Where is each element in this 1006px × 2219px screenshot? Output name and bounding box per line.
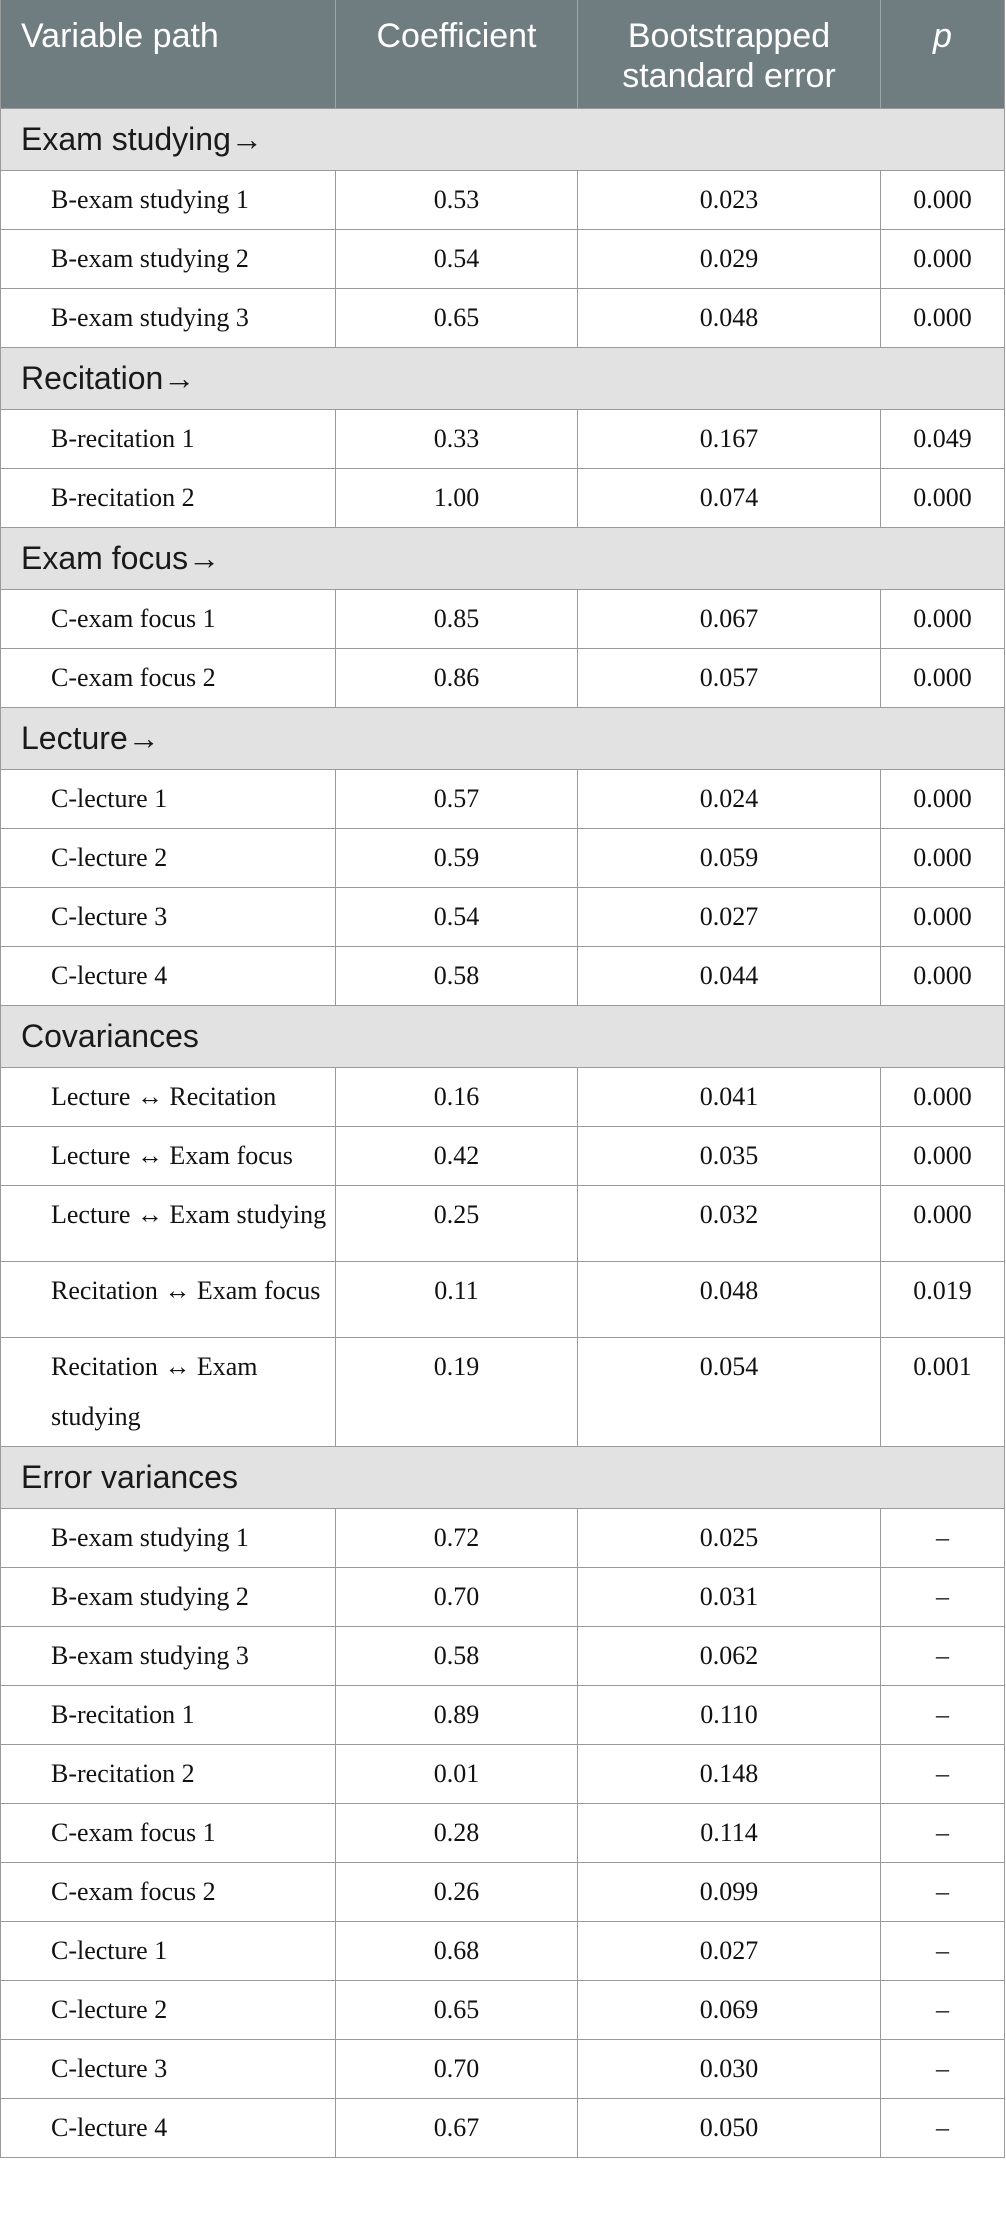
table-row bbox=[1, 469, 1005, 528]
p-value-cell: 0.000 bbox=[881, 171, 1005, 230]
standard-error-cell: 0.031 bbox=[578, 1568, 881, 1627]
table-row bbox=[1, 1509, 1005, 1568]
variable-path-cell: C-lecture 2 bbox=[1, 829, 336, 888]
p-value-cell: – bbox=[881, 1922, 1005, 1981]
section-title: Covariances bbox=[1, 1006, 1005, 1068]
standard-error-cell: 0.027 bbox=[578, 1922, 881, 1981]
variable-path-cell: C-exam focus 2 bbox=[1, 649, 336, 708]
table-row bbox=[1, 888, 1005, 947]
table-row bbox=[1, 1186, 1005, 1262]
coefficient-cell: 0.57 bbox=[336, 770, 578, 829]
coefficient-cell: 0.42 bbox=[336, 1127, 578, 1186]
variable-path-cell: C-lecture 4 bbox=[1, 2099, 336, 2158]
p-value-cell: 0.000 bbox=[881, 1127, 1005, 1186]
section-header-row bbox=[1, 708, 1005, 770]
variable-path-cell: B-recitation 1 bbox=[1, 410, 336, 469]
table-row bbox=[1, 171, 1005, 230]
p-value-cell: – bbox=[881, 1686, 1005, 1745]
coefficient-cell: 0.33 bbox=[336, 410, 578, 469]
section-title: Recitation→ bbox=[1, 348, 1005, 410]
coefficient-cell: 0.54 bbox=[336, 888, 578, 947]
section-title: Exam studying→ bbox=[1, 109, 1005, 171]
variable-path-cell: Recitation ↔ Exam studying bbox=[1, 1338, 336, 1447]
coefficient-cell: 0.26 bbox=[336, 1863, 578, 1922]
section-title: Exam focus→ bbox=[1, 528, 1005, 590]
table-row bbox=[1, 1127, 1005, 1186]
standard-error-cell: 0.044 bbox=[578, 947, 881, 1006]
section-title: Error variances bbox=[1, 1447, 1005, 1509]
p-value-cell: – bbox=[881, 1804, 1005, 1863]
standard-error-cell: 0.067 bbox=[578, 590, 881, 649]
coefficient-cell: 0.85 bbox=[336, 590, 578, 649]
p-value-cell: 0.000 bbox=[881, 649, 1005, 708]
table-row bbox=[1, 1981, 1005, 2040]
p-value-cell: 0.000 bbox=[881, 1068, 1005, 1127]
header-p-value: p bbox=[881, 0, 1005, 109]
table-row bbox=[1, 1745, 1005, 1804]
coefficient-cell: 0.70 bbox=[336, 1568, 578, 1627]
p-value-cell: 0.000 bbox=[881, 289, 1005, 348]
standard-error-cell: 0.054 bbox=[578, 1338, 881, 1447]
standard-error-cell: 0.032 bbox=[578, 1186, 881, 1262]
variable-path-cell: Recitation ↔ Exam focus bbox=[1, 1262, 336, 1338]
p-value-cell: – bbox=[881, 2040, 1005, 2099]
table-body bbox=[1, 109, 1005, 2158]
p-value-cell: 0.000 bbox=[881, 947, 1005, 1006]
p-value-cell: 0.000 bbox=[881, 230, 1005, 289]
table-row bbox=[1, 1922, 1005, 1981]
table-row bbox=[1, 947, 1005, 1006]
standard-error-cell: 0.069 bbox=[578, 1981, 881, 2040]
table-row bbox=[1, 649, 1005, 708]
coefficient-cell: 0.68 bbox=[336, 1922, 578, 1981]
table-row bbox=[1, 2099, 1005, 2158]
standard-error-cell: 0.062 bbox=[578, 1627, 881, 1686]
coefficient-cell: 0.54 bbox=[336, 230, 578, 289]
table-row bbox=[1, 1627, 1005, 1686]
table-row bbox=[1, 1338, 1005, 1447]
table-row bbox=[1, 770, 1005, 829]
standard-error-cell: 0.027 bbox=[578, 888, 881, 947]
variable-path-cell: B-exam studying 1 bbox=[1, 1509, 336, 1568]
p-value-cell: 0.000 bbox=[881, 1186, 1005, 1262]
variable-path-cell: C-exam focus 2 bbox=[1, 1863, 336, 1922]
standard-error-cell: 0.048 bbox=[578, 289, 881, 348]
p-value-cell: – bbox=[881, 1863, 1005, 1922]
variable-path-cell: C-lecture 1 bbox=[1, 1922, 336, 1981]
coefficient-cell: 0.28 bbox=[336, 1804, 578, 1863]
p-value-cell: – bbox=[881, 1627, 1005, 1686]
p-value-cell: – bbox=[881, 2099, 1005, 2158]
table-row bbox=[1, 1262, 1005, 1338]
standard-error-cell: 0.035 bbox=[578, 1127, 881, 1186]
coefficient-cell: 0.19 bbox=[336, 1338, 578, 1447]
standard-error-cell: 0.057 bbox=[578, 649, 881, 708]
variable-path-cell: B-exam studying 3 bbox=[1, 1627, 336, 1686]
variable-path-cell: C-exam focus 1 bbox=[1, 1804, 336, 1863]
section-header-row bbox=[1, 528, 1005, 590]
section-header-row bbox=[1, 1447, 1005, 1509]
standard-error-cell: 0.110 bbox=[578, 1686, 881, 1745]
variable-path-cell: B-exam studying 1 bbox=[1, 171, 336, 230]
section-header-row bbox=[1, 1006, 1005, 1068]
table-row bbox=[1, 289, 1005, 348]
p-value-cell: 0.000 bbox=[881, 590, 1005, 649]
variable-path-cell: C-lecture 1 bbox=[1, 770, 336, 829]
table-row bbox=[1, 230, 1005, 289]
p-value-cell: 0.049 bbox=[881, 410, 1005, 469]
p-value-cell: 0.000 bbox=[881, 770, 1005, 829]
coefficient-cell: 0.67 bbox=[336, 2099, 578, 2158]
p-value-cell: 0.019 bbox=[881, 1262, 1005, 1338]
coefficient-cell: 0.58 bbox=[336, 947, 578, 1006]
section-header-row bbox=[1, 348, 1005, 410]
standard-error-cell: 0.024 bbox=[578, 770, 881, 829]
header-bootstrapped-se: Bootstrapped standard error bbox=[578, 0, 881, 109]
p-value-cell: 0.000 bbox=[881, 888, 1005, 947]
p-value-cell: 0.001 bbox=[881, 1338, 1005, 1447]
coefficient-cell: 0.65 bbox=[336, 1981, 578, 2040]
standard-error-cell: 0.099 bbox=[578, 1863, 881, 1922]
coefficient-cell: 0.70 bbox=[336, 2040, 578, 2099]
table-row bbox=[1, 590, 1005, 649]
p-value-cell: – bbox=[881, 1568, 1005, 1627]
variable-path-cell: Lecture ↔ Exam focus bbox=[1, 1127, 336, 1186]
variable-path-cell: C-lecture 3 bbox=[1, 2040, 336, 2099]
standard-error-cell: 0.029 bbox=[578, 230, 881, 289]
variable-path-cell: C-lecture 3 bbox=[1, 888, 336, 947]
coefficient-cell: 0.89 bbox=[336, 1686, 578, 1745]
table-row bbox=[1, 410, 1005, 469]
standard-error-cell: 0.114 bbox=[578, 1804, 881, 1863]
section-header-row bbox=[1, 109, 1005, 171]
table-row bbox=[1, 1863, 1005, 1922]
variable-path-cell: C-lecture 2 bbox=[1, 1981, 336, 2040]
variable-path-cell: B-exam studying 3 bbox=[1, 289, 336, 348]
header-row bbox=[1, 0, 1005, 109]
standard-error-cell: 0.059 bbox=[578, 829, 881, 888]
variable-path-cell: C-lecture 4 bbox=[1, 947, 336, 1006]
table-row bbox=[1, 1568, 1005, 1627]
coefficient-cell: 0.59 bbox=[336, 829, 578, 888]
standard-error-cell: 0.074 bbox=[578, 469, 881, 528]
variable-path-cell: B-recitation 1 bbox=[1, 1686, 336, 1745]
table-row bbox=[1, 1804, 1005, 1863]
standard-error-cell: 0.148 bbox=[578, 1745, 881, 1804]
variable-path-cell: B-recitation 2 bbox=[1, 469, 336, 528]
variable-path-cell: C-exam focus 1 bbox=[1, 590, 336, 649]
variable-path-cell: B-recitation 2 bbox=[1, 1745, 336, 1804]
standard-error-cell: 0.041 bbox=[578, 1068, 881, 1127]
p-value-cell: 0.000 bbox=[881, 829, 1005, 888]
header-variable-path: Variable path bbox=[1, 0, 336, 109]
standard-error-cell: 0.167 bbox=[578, 410, 881, 469]
coefficient-cell: 0.53 bbox=[336, 171, 578, 230]
coefficient-cell: 0.11 bbox=[336, 1262, 578, 1338]
variable-path-cell: B-exam studying 2 bbox=[1, 1568, 336, 1627]
table-row bbox=[1, 1068, 1005, 1127]
coefficient-cell: 0.25 bbox=[336, 1186, 578, 1262]
p-value-cell: – bbox=[881, 1745, 1005, 1804]
table-row bbox=[1, 2040, 1005, 2099]
p-value-cell: – bbox=[881, 1509, 1005, 1568]
table-row bbox=[1, 1686, 1005, 1745]
standard-error-cell: 0.030 bbox=[578, 2040, 881, 2099]
p-value-cell: 0.000 bbox=[881, 469, 1005, 528]
coefficient-cell: 0.65 bbox=[336, 289, 578, 348]
variable-path-cell: B-exam studying 2 bbox=[1, 230, 336, 289]
standard-error-cell: 0.023 bbox=[578, 171, 881, 230]
section-title: Lecture→ bbox=[1, 708, 1005, 770]
coefficient-cell: 0.86 bbox=[336, 649, 578, 708]
p-value-cell: – bbox=[881, 1981, 1005, 2040]
header-coefficient: Coefficient bbox=[336, 0, 578, 109]
coefficient-cell: 0.72 bbox=[336, 1509, 578, 1568]
coefficient-cell: 0.01 bbox=[336, 1745, 578, 1804]
variable-path-cell: Lecture ↔ Recitation bbox=[1, 1068, 336, 1127]
table-row bbox=[1, 829, 1005, 888]
standard-error-cell: 0.050 bbox=[578, 2099, 881, 2158]
coefficient-cell: 0.16 bbox=[336, 1068, 578, 1127]
standard-error-cell: 0.025 bbox=[578, 1509, 881, 1568]
coefficient-cell: 1.00 bbox=[336, 469, 578, 528]
standard-error-cell: 0.048 bbox=[578, 1262, 881, 1338]
coefficient-cell: 0.58 bbox=[336, 1627, 578, 1686]
variable-path-cell: Lecture ↔ Exam studying bbox=[1, 1186, 336, 1262]
